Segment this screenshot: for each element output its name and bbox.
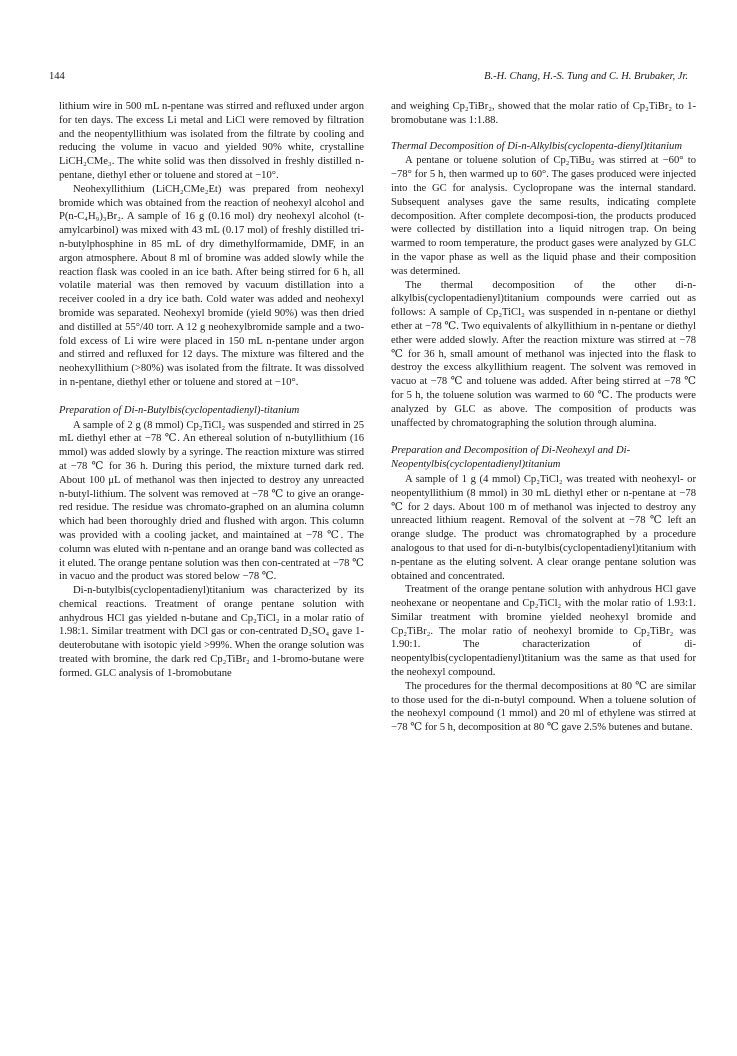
page-number: 144	[49, 71, 65, 82]
section-heading: Preparation of Di-n-Butylbis(cyclopentadienyl)-titanium	[59, 404, 300, 416]
paragraph: A pentane or toluene solution of Cp₂TiBu₂ was stirred at −60° to −78° for 5 h, then warmed up to 60°. The gases produced were injected into the GC for analysis. Cyclopropane was the internal standard. Subsequent analyses gave the same results, indicating complete decomposition. After complete decomposi-tion, the products produced were collected by distillation into a liquid nitrogen trap. On being warmed to room temperature, the product gases were analyzed by GLC in the vapor phase as well as the liquid phase and their composition was determined.	[391, 155, 696, 277]
paragraph: lithium wire in 500 mL n-pentane was stirred and refluxed under argon for ten days. The excess Li metal and LiCl were removed by filtration and the neopentyllithium was isolated from the filtrate by cooling and reducing the volume in vacuo and yielded 90% white, crystalline LiCH₂CMe₃. The white solid was then dissolved in freshly distilled n-pentane, diethyl ether or toluene and stored at −10°.	[59, 101, 364, 181]
section-heading: Preparation and Decomposition of Di-Neohexyl and Di-Neopentylbis(cyclopentadienyl)titanium	[391, 445, 631, 471]
paragraph: A sample of 1 g (4 mmol) Cp₂TiCl₂ was treated with neohexyl- or neopentyllithium (8 mmol) in 30 mL diethyl ether or n-pentane at −78 ℃ for 2 days. About 100 m of methanol was injected to destroy any unreacted lithium reagent. Removal of the solvent at −78 ℃ left an orange sludge. The product was chromatographed by a procedure analogous to that used for di-n-butylbis(cyclopentadienyl)titanium with n-pentane as the eluting solvent. A clear orange pentane solution was obtained and concentrated.	[391, 473, 696, 582]
paragraph: The procedures for the thermal decompositions at 80 ℃ are similar to those used for the di-n-butyl compound. When a toluene solution of the neohexyl compound (1 mmol) and 20 ml of ethylene was stirred at −78 ℃ for 5 h, decomposition at 80 ℃ gave 2.5% butenes and butane.	[391, 680, 696, 734]
paragraph: The thermal decomposition of the other di-n-alkylbis(cyclopentadienyl)titanium compounds were carried out as follows: A sample of Cp₂TiCl₂ was suspended in n-pentane or diethyl ether at −78 ℃. Two equivalents of alkyllithium in n-pentane or diethyl ether were added slowly. After the reaction mixture was stirred at −78 ℃ for 36 h, small amount of methanol was injected into the flask to destroy the excess alkyllithium reagent. The solvent was removed in vacuo at −78 ℃ and toluene was added. After being stirred at −78 ℃ for 5 h, the toluene solution was warmed to 60 ℃. The products were analyzed by GLC as above. The composition of products was unaffected by chromatographing the solution through alumina.	[391, 279, 696, 429]
paragraph: Neohexyllithium (LiCH₂CMe₂Et) was prepared from neohexyl bromide which was obtained from the reaction of neohexyl alcohol and P(n-C₄H₉)₃Br₂. A sample of 16 g (0.16 mol) dry neohexyl alcohol (t-amylcarbinol) was mixed with 43 mL (0.17 mol) of freshly distilled tri-n-butylphosphine in 85 mL of dry dimethylformamide, DMF, in an argon atmosphere. About 8 ml of bromine was added slowly while the reaction flask was cooled in an ice bath. After being stirred for 6 h, all volatile material was then removed by vacuum distillation into a receiver cooled in a dry ice bath. Cold water was added and neohexyl bromide was separated. Neohexyl bromide (yield 90%) was then dried and distilled at 55°/40 torr. A 12 g neohexylbromide sample and a two-fold excess of Li wire were placed in 150 mL n-pentane under argon and stirred and refluxed for 12 days. The mixture was filtered and the neohexyllithium (>80%) was isolated from the filtrate. It was dissolved in n-pentane, diethyl ether or toluene and stored at −10°.	[59, 183, 364, 388]
running-authors: B.-H. Chang, H.-S. Tung and C. H. Brubaker, Jr.	[484, 71, 688, 82]
paragraph: A sample of 2 g (8 mmol) Cp₂TiCl₂ was suspended and stirred in 25 mL diethyl ether at −78 ℃. An ethereal solution of n-butyllithium (16 mmol) was added slowly by a syringe. The reaction mixture was stirred at −78 ℃ for 36 h. During this period, the mixture turned dark red. About 100 μL of methanol was then injected to destroy any unreacted n-butyl-lithium. The solvent was removed at −78 ℃ to give an orange-red residue. The residue was chromato-graphed on an alumina column which had been thoroughly dried and flushed with argon. This column was provided with a cooling jacket, and maintained at −78 ℃. The column was eluted with n-pentane and an orange band was collected as it eluted. The orange pentane solution was then con-centrated at −78 ℃ in vacuo and the product was stored below −78 ℃.	[59, 419, 364, 583]
paragraph: Di-n-butylbis(cyclopentadienyl)titanium was characterized by its chemical reactions. Treatment of orange pentane solution with anhydrous HCl gas yielded n-butane and Cp₂TiCl₂ in a molar ratio of 1.98:1. Similar treatment with DCl gas or con-centrated D₂SO₄ gave 1-deuterobutane with isotopic yield >99%. When the orange solution was treated with bromine, the dark red Cp₂TiBr₂ and 1-bromo-butane were formed. GLC analysis of 1-bromobutane	[59, 585, 364, 679]
section-heading: Thermal Decomposition of Di-n-Alkylbis(cyclopenta-dienyl)titanium	[391, 140, 682, 152]
paragraph: Treatment of the orange pentane solution with anhydrous HCl gave neohexane or neopentane and Cp₂TiCl₂ with the molar ratio of 1.93:1. Similar treatment with bromine yielded neohexyl bromide and Cp₂TiBr₂. The molar ratio of neohexyl bromide to Cp₂TiBr₂ was 1.90:1. The characterization of di-neopentylbis(cyclopentadienyl)titanium was the same as that used for the neohexyl compound.	[391, 584, 696, 679]
running-header	[49, 71, 688, 85]
right-column	[391, 100, 696, 735]
left-column	[59, 100, 364, 681]
paragraph: and weighing Cp₂TiBr₂, showed that the molar ratio of Cp₂TiBr₂ to 1-bromobutane was 1:1.88.	[391, 101, 696, 126]
